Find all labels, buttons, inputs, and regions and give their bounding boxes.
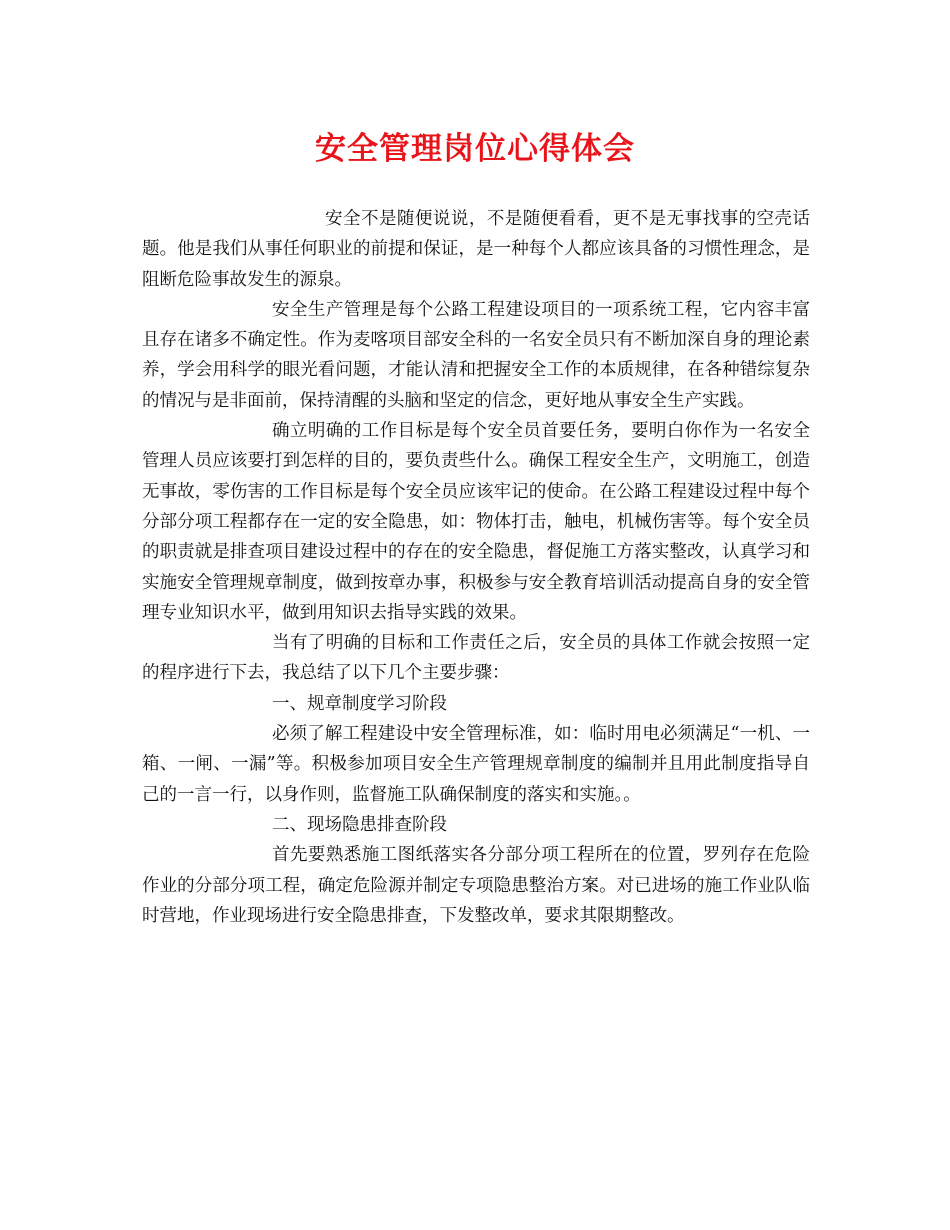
document-title: 安全管理岗位心得体会: [315, 131, 635, 167]
paragraph: 安全生产管理是每个公路工程建设项目的一项系统工程，它内容丰富且存在诸多不确定性。作为麦喀项目部安全科的一名安全员只有不断加深自身的理论素养，学会用科学的眼光看问题，才能认清和把握安全工作的本质规律，在各种错综复杂的情况与是非面前，保持清醒的头脑和坚定的信念，更好地从事安全生产实践。: [142, 299, 810, 411]
paragraph: 当有了明确的目标和工作责任之后，安全员的具体工作就会按照一定的程序进行下去，我总结了以下几个主要步骤：: [142, 633, 810, 684]
section-heading: 一、规章制度学习阶段: [272, 693, 447, 714]
paragraph: 确立明确的工作目标是每个安全员首要任务，要明白你作为一名安全管理人员应该要打到怎样的目的，要负责些什么。确保工程安全生产，文明施工，创造无事故，零伤害的工作目标是每个安全员应该牢记的使命。在公路工程建设过程中每个分部分项工程都存在一定的安全隐患，如：物体打击，触电，机械伤害等。每个安全员的职责就是排查项目建设过程中的存在的安全隐患，督促施工方落实整改，认真学习和实施安全管理规章制度，做到按章办事，积极参与安全教育培训活动提高自身的安全管理专业知识水平，做到用知识去指导实践的效果。: [142, 421, 810, 623]
paragraph: 首先要熟悉施工图纸落实各分部分项工程所在的位置，罗列存在危险作业的分部分项工程，确定危险源并制定专项隐患整治方案。对已进场的施工作业队临时营地，作业现场进行安全隐患排查，下发整改单，要求其限期整改。: [142, 845, 810, 926]
paragraph: 安全不是随便说说，不是随便看看，更不是无事找事的空壳话题。他是我们从事任何职业的前提和保证，是一种每个人都应该具备的习惯性理念，是阻断危险事故发生的源泉。: [142, 209, 810, 290]
document-body: [142, 204, 810, 931]
section-heading: 二、现场隐患排查阶段: [272, 814, 447, 835]
paragraph: 必须了解工程建设中安全管理标准，如：临时用电必须满足“一机、一箱、一闸、一漏”等。积极参加项目安全生产管理规章制度的编制并且用此制度指导自己的一言一行，以身作则，监督施工队确保制度的落实和实施。。: [142, 724, 810, 805]
